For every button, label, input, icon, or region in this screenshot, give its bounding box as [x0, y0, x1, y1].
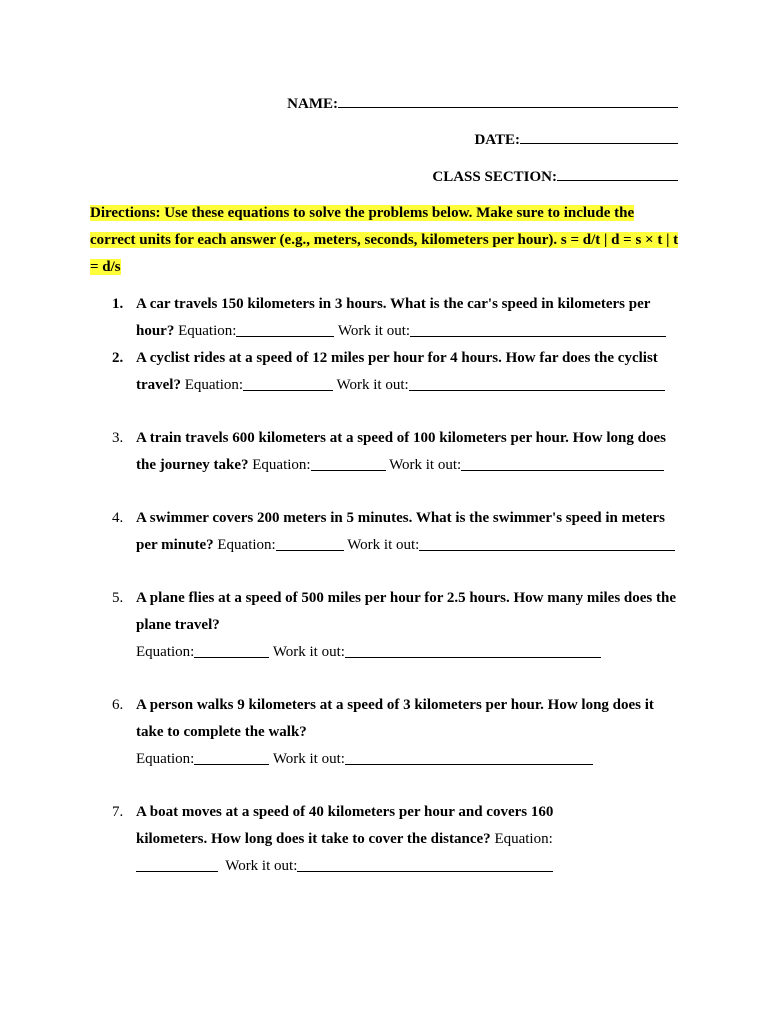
date-label: DATE: — [474, 132, 520, 148]
question-number: 5. — [112, 590, 124, 606]
work-label: Work it out: — [337, 323, 411, 339]
equation-blank[interactable] — [236, 320, 334, 337]
work-blank[interactable] — [410, 320, 666, 337]
equation-label: Equation: — [494, 831, 553, 847]
question-stem: A boat moves at a speed of 40 kilometers per hour and covers 160 kilometers. How long does it take to cover the distance? — [136, 804, 554, 847]
work-blank[interactable] — [461, 454, 664, 471]
question-7 — [112, 799, 682, 880]
question-stem: A cyclist rides at a speed of 12 miles per hour for 4 hours. How far does the cyclist travel? — [136, 350, 658, 393]
work-label: Work it out: — [347, 537, 420, 553]
work-label: Work it out: — [272, 751, 345, 767]
question-number: 7. — [112, 804, 124, 820]
work-blank[interactable] — [409, 374, 665, 391]
question-number: 2. — [112, 350, 124, 366]
question-stem: A plane flies at a speed of 500 miles per hour for 2.5 hours. How many miles does the plane travel? — [136, 590, 677, 633]
question-number: 6. — [112, 697, 124, 713]
date-blank[interactable] — [520, 129, 678, 144]
work-label: Work it out: — [225, 858, 298, 874]
directions — [90, 200, 680, 281]
question-6 — [112, 692, 682, 773]
name-label: NAME: — [287, 96, 338, 112]
equation-label: Equation: — [136, 751, 195, 767]
equation-label: Equation: — [184, 377, 244, 393]
question-stem: A car travels 150 kilometers in 3 hours. What is the car's speed in kilometers per hour? — [136, 296, 651, 339]
class-section-line — [432, 166, 678, 187]
work-blank[interactable] — [345, 641, 601, 658]
equation-blank[interactable] — [311, 454, 386, 471]
question-stem: A person walks 9 kilometers at a speed of 3 kilometers per hour. How long does it take to complete the walk? — [136, 697, 654, 740]
work-label: Work it out: — [389, 457, 462, 473]
work-label: Work it out: — [272, 644, 345, 660]
equation-blank[interactable] — [194, 748, 269, 765]
work-label: Work it out: — [336, 377, 409, 393]
question-1 — [112, 291, 682, 345]
equation-label: Equation: — [136, 644, 195, 660]
equation-blank[interactable] — [194, 641, 269, 658]
equation-blank[interactable] — [276, 534, 344, 551]
class-section-label: CLASS SECTION: — [432, 169, 557, 185]
equation-label: Equation: — [252, 457, 311, 473]
equation-label: Equation: — [178, 323, 237, 339]
name-line — [287, 93, 678, 114]
equation-label: Equation: — [217, 537, 276, 553]
equation-blank[interactable] — [136, 855, 218, 872]
work-blank[interactable] — [419, 534, 675, 551]
question-number: 1. — [112, 296, 124, 312]
question-3 — [112, 425, 682, 479]
name-blank[interactable] — [338, 93, 678, 108]
question-5 — [112, 585, 682, 666]
question-number: 4. — [112, 510, 124, 526]
equation-blank[interactable] — [243, 374, 333, 391]
question-number: 3. — [112, 430, 124, 446]
question-4 — [112, 505, 682, 559]
class-section-blank[interactable] — [557, 166, 678, 181]
work-blank[interactable] — [345, 748, 593, 765]
directions-text: Directions: Use these equations to solve the problems below. Make sure to include the correct units for each answer (e.g., meters, seconds, kilometers per hour). s = d/t | d = s × t | t = d/s — [90, 205, 679, 275]
question-stem: A swimmer covers 200 meters in 5 minutes. What is the swimmer's speed in meters per minute? — [136, 510, 665, 553]
question-2 — [112, 345, 682, 399]
question-stem: A train travels 600 kilometers at a speed of 100 kilometers per hour. How long does the journey take? — [136, 430, 666, 473]
work-blank[interactable] — [297, 855, 553, 872]
date-line — [474, 129, 678, 150]
